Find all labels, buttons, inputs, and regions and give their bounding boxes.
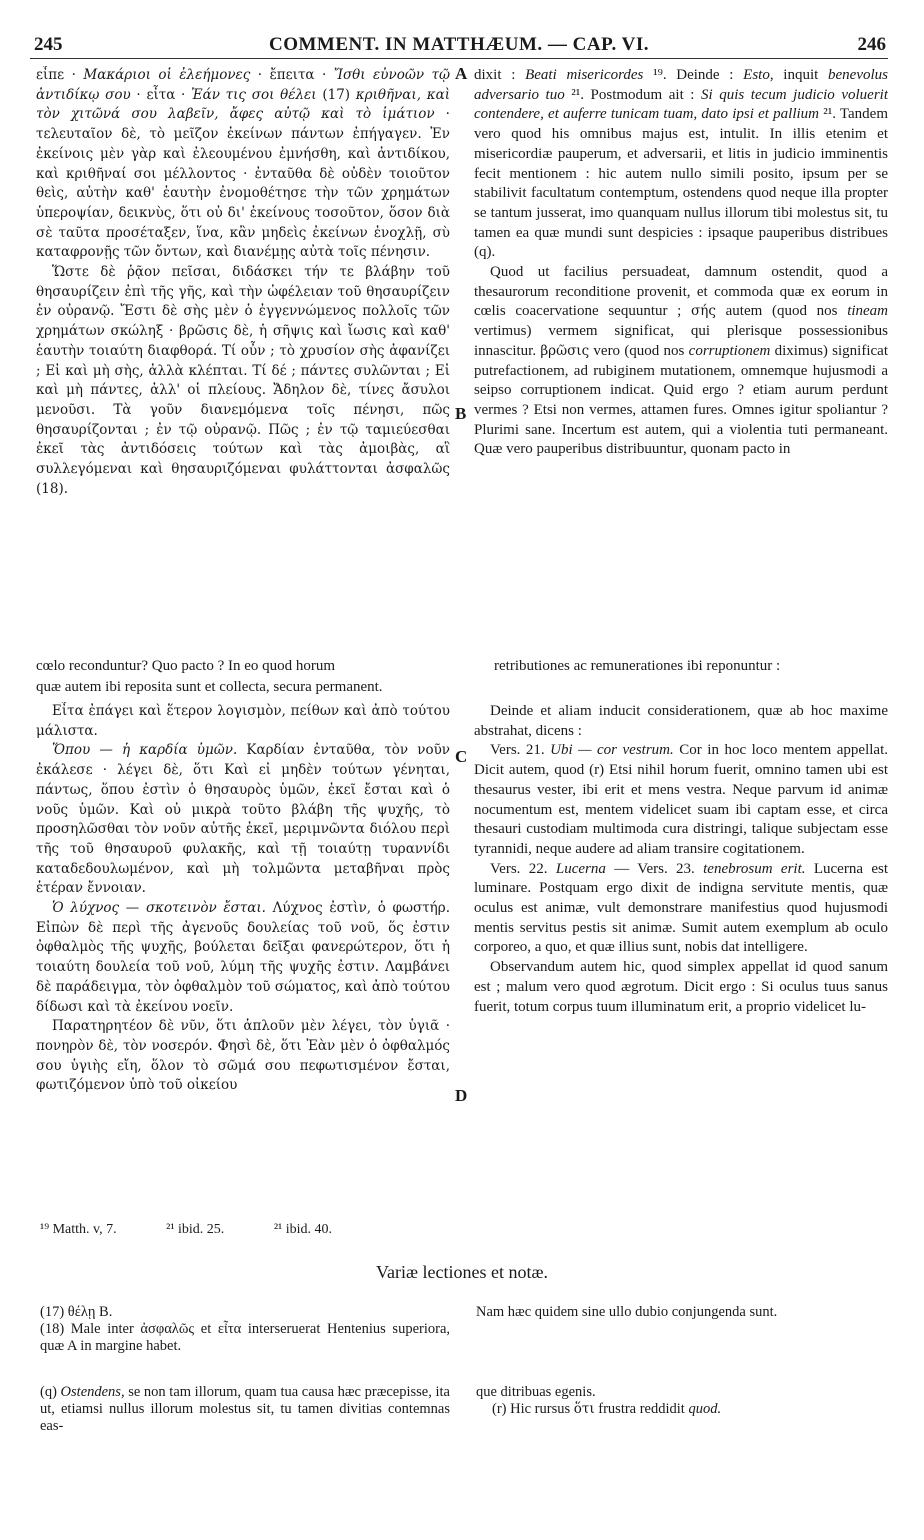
text-span: cœlo reconduntur? Quo pacto ? In eo quod horum (36, 658, 336, 674)
scripture-quote: Ὁ λύχνος — σκοτεινὸν ἔσται. (52, 900, 266, 917)
page-number-right: 246 (857, 34, 886, 55)
text-span: inquit (773, 67, 829, 83)
text-span: Καρδίαν ἐνταῦθα, τὸν νοῦν ἐκάλεσε · λέγει δὲ, ὅτι Καὶ εἰ μηδὲν τούτων γένηται, πάντως, ὅπου ἐστὶν ὁ θησαυρὸς ὑμῶν, ἐκεῖ ἔσται καὶ ὁ νοῦς ὑμῶν. Καὶ οὐ μικρὰ τοῦτο βλάβη τῆς ψυχῆς, τὸ προσηλῶσθαι τὸν νοῦν αὐτῆς ἐκεῖ, μεριμνῶντα διόλου περὶ τῆς τοῦ θησαυροῦ φυλακῆς, καὶ τῇ τοιαύτῃ τυραννίδι καταδεδουλωμένον, καὶ μὴ τολμῶντα μεταβῆναι πρὸς ἑτέραν ἔννοιαν. (36, 742, 450, 897)
text-span: Cor in hoc loco mentem appellat. Dicit autem, quod (r) Etsi nihil horum fuerit, omnino tamen ubi est thesaurus vester, ibi erit et mens vestra. Neque parvum id animæ nocumentum est, mentem videlicet suam ibi captam esse, et circa thesauri custodiam multimoda cura distringi, talique subjectam esse tyrannidi, neque audere ad aliam transire cogitationem. (474, 742, 888, 857)
notes-right-upper (476, 1304, 888, 1321)
latin-column-upper (474, 66, 888, 652)
verse-number: Vers. 21. (490, 742, 551, 759)
text-span: vero (quod nos (589, 342, 689, 359)
verse-number: Vers. 22. (490, 860, 556, 877)
note-18-continued: Nam hæc quidem sine ullo dubio conjungenda sunt. (476, 1304, 778, 1320)
scripture-quote: Ἐάν τις σοι θέλει (191, 86, 317, 103)
scripture-quote: Ἴσθι εὐνοῶν τῷ ἀντιδίκῳ σου (36, 67, 450, 103)
text-span: · ἔπειτα · (250, 67, 334, 83)
greek-paragraph: Ὥστε δὲ ῥᾷον πεῖσαι, διδάσκει τήν τε βλάβην τοῦ θησαυρίζειν ἐπὶ τῆς γῆς, καὶ τὴν ὠφέλειαν τοῦ θησαυρίζειν ἐν οὐρανῷ. Ἔστι δὲ σὴς μὲν ὁ ἐγγεννώμενος πολλοῖς τῶν χρημάτων σκώληξ · βρῶσις δὲ, ἡ σῆψις καὶ ἴωσις καὶ καθ' ἑαυτὴν τοιαύτη διαφθορά. Τί οὖν ; τὸ χρυσίον σὴς ἀφανίζει ; Εἰ καὶ μὴ σὴς, ἀλλὰ κλέπται. Τί δέ ; πάντες συλῶνται ; Εἰ καὶ μὴ πάντες, ἀλλ' οἱ πλείους. Ἄδηλον δὲ, τίνες ἄσυλοι μενοῦσι. Τὰ γοῦν διανεμόμενα τοῖς πένησι, πῶς θησαυρίζονται ; ἐν τῷ οὐρανῷ. Πῶς ; ἐν τῷ ταμιεύεσθαι ἐκεῖ τὰς ἀντιδόσεις τούτων καὶ τὰς ἀμοιβὰς, αἳ συλλεγόμεναι καὶ θησαυριζόμεναι φυλάττονται ἀσφαλῶς (18). (36, 264, 450, 497)
verse-number: — Vers. 23. (605, 860, 704, 877)
section-marker-b: B (455, 404, 467, 423)
scripture-footnotes (40, 1222, 740, 1238)
greek-term: σής (691, 303, 716, 320)
italic-term: Ostendens, (60, 1384, 125, 1400)
note-label: (q) (40, 1384, 61, 1400)
running-header (30, 34, 888, 59)
footnote: ²¹ ibid. 25. (166, 1222, 225, 1237)
text-span: Lucerna est luminare. Postquam ergo dixit de indigna servitute mentis, quæ oculus est animæ, vult demonstrare manifestius quod hujusmodi mentis servitus pestis sit animæ. Sumit autem exemplum ab oculo corporeo, a quo, et quæ illius sunt, nobis dat intelligere. (474, 860, 888, 956)
scripture-quote: Ubi — cor vestrum. (550, 742, 674, 759)
latin-paragraph: Deinde et aliam inducit considerationem, quæ ab hoc maxime abstrahat, dicens : (474, 703, 888, 739)
greek-paragraph: Εἶτα ἐπάγει καὶ ἕτερον λογισμὸν, πείθων καὶ ἀπὸ τούτου μάλιστα. (36, 703, 450, 739)
text-span: vertimus) vermem significat, qui plerisque possessionibus innascitur. (474, 323, 888, 359)
text-span: (r) Hic rursus (492, 1401, 574, 1417)
running-title: COMMENT. IN MATTHÆUM. — CAP. VI. (269, 34, 649, 55)
text-span: ¹⁹. Deinde : (643, 67, 744, 83)
fullwidth-line-1 (36, 656, 888, 676)
note-18: (18) Male inter ἀσφαλῶς et εἶτα interseruerat Hentenius superiora, quæ A in margine habet. (40, 1321, 450, 1354)
section-marker-d: D (455, 1086, 468, 1105)
greek-column-upper (36, 66, 450, 652)
notes-right-lower (476, 1384, 888, 1418)
text-span: · τελευταῖον δὲ, τὸ μεῖζον ἐκείνων πάντων ἐπήγαγεν. Ἐν ἐκείνοις μὲν γὰρ καὶ ἐλεουμένου ἐμνήσθη, καὶ ἀντιδίκου, καὶ κριθῆναί σοι μέλλοντος · ἐνταῦθα δὲ οὐδὲν τοιοῦτον θεὶς, αὐτὴν καθ' ἑαυτὴν ἐνομοθέτησε τὴν τῶν χρημάτων ὑπεροψίαν, δεικνὺς, ὅτι οὐ δι' ἐκείνους τοσοῦτον, ὅσον διὰ σὲ ταῦτα προσέταξεν, ἵνα, κἂν μηδεὶς ἐκείνων ἐνοχλῇ, σὺ καταφρονῇς τῶν ὄντων, καὶ διανέμῃς αὐτὰ τοῖς πένησιν. (36, 106, 450, 261)
scripture-quote: Lucerna (555, 860, 606, 877)
greek-paragraph: Παρατηρητέον δὲ νῦν, ὅτι ἁπλοῦν μὲν λέγει, τὸν ὑγιᾶ · πονηρὸν δὲ, τὸν νοσερόν. Φησὶ δὲ, ὅτι Ἐὰν μὲν ὁ ὀφθαλμός σου ὑγιὴς εἴη, ὅλον τὸ σῶμά σου πεφωτισμένον ἔσται, φωτιζόμενον ὑπὸ τοῦ οἰκείου (36, 1018, 450, 1094)
note-r (476, 1401, 888, 1418)
latin-paragraph (474, 66, 888, 263)
italic-term: corruptionem (688, 342, 771, 359)
section-marker-c: C (455, 747, 468, 766)
greek-column-lower (36, 702, 450, 1212)
greek-term: βρῶσις (540, 342, 590, 359)
page-number-left: 245 (34, 34, 63, 55)
notes-left-upper (40, 1304, 450, 1355)
text-span: se non tam illorum, quam tua causa hæc præcepisse, ita ut, etiamsi nullus illorum molestus sit, tu tamen divitias contemnas eas- (40, 1384, 450, 1434)
text-span: ²¹. Postmodum ait : (564, 86, 702, 103)
scripture-quote: benevolus adversario tuo (474, 67, 888, 103)
italic-term: quod. (688, 1401, 722, 1417)
notes-left-lower (40, 1384, 450, 1435)
text-span: · εἶτα · (130, 86, 192, 103)
section-marker-a: A (455, 64, 468, 83)
note-17: (17) θέλῃ B. (40, 1304, 113, 1320)
latin-paragraph (474, 263, 888, 460)
note-reference: (17) (316, 86, 356, 103)
fullwidth-line-2: quæ autem ibi reposita sunt et collecta, secura permanent. (36, 679, 383, 695)
scripture-quote: tenebrosum erit. (703, 860, 806, 877)
scripture-quote: κριθῆναι, καὶ τὸν χιτῶνά σου λαβεῖν, ἄφες αὐτῷ καὶ τὸ ἱμάτιον (36, 86, 450, 123)
footnote: ¹⁹ Matth. v, 7. (40, 1222, 117, 1237)
text-span: autem (quod nos (715, 303, 848, 320)
greek-paragraph (36, 899, 450, 1017)
text-span: dixit : (474, 67, 526, 83)
text-span: εἶπε · (36, 67, 84, 83)
latin-paragraph (474, 741, 888, 859)
greek-term: ὅτι (573, 1401, 595, 1417)
latin-column-lower (474, 702, 888, 1212)
text-span: ²¹. Tandem vero quod his omnibus majus est, intulit. In illis etenim et misericordiæ pauperum, et adversarii, et litis in judicio imminentis fecit mentionem : hic autem nullo simili posito, ipsum per se stabilivit facultatum contemptum, ostendens quod neque illa propter se tantum jusserat, imo quanquam nullus illorum tibi molestus sit, tu tamen ea quæ mundi sunt despicies : ipsaque pauperibus distribues (q). (474, 106, 888, 261)
greek-paragraph (36, 66, 450, 263)
latin-paragraph: Observandum autem hic, quod simplex appellat id quod sanum est ; malum vero quod ægrotum. Dicit ergo : Si oculus tuus sanus fuerit, totum corpus tuum illuminatum erit, a proprio videlicet lu- (474, 959, 888, 1015)
text-span: Λύχνος ἐστὶν, ὁ φωστήρ. Εἰπὼν δὲ περὶ τῆς ἀγενοῦς δουλείας τοῦ νοῦ, ὅς ἐστιν ὀφθαλμὸς τῆς ψυχῆς, βούλεται δεῖξαι φανερώτερον, ὅτι ἡ τοιαύτη δουλεία τοῦ νοῦ, λύμη τῆς ψυχῆς ἐστιν. Λαμβάνει δὲ παράδειγμα, τὸν ὀφθαλμὸν τοῦ σώματος, καὶ ἀπὸ τούτου δίδωσι καὶ τὰ ἐκείνου νοεῖν. (36, 900, 450, 1015)
text-span: diximus) significat putrefactionem, ad rubiginem mutationem, omnemque hujusmodi a seipso corruptionem indicat. Quid ergo ? etiam aurum perdunt vermes ? Etsi non vermes, attamen fures. Omnes igitur spoliantur ? Plurimi sane. Incertum est autem, qui a violentia tuti permaneant. Quæ vero pauperibus distribuuntur, quonam pacto in (474, 342, 888, 458)
latin-paragraph (474, 860, 888, 959)
variae-lectiones-heading: Variæ lectiones et notæ. (376, 1262, 548, 1282)
text-span: retributiones ac remunerationes ibi reponuntur : (494, 658, 781, 674)
greek-paragraph (36, 741, 450, 899)
scripture-quote: Ὅπου — ἡ καρδία ὑμῶν. (52, 742, 238, 759)
note-q-continued: que ditribuas egenis. (476, 1384, 596, 1400)
scripture-quote: Esto, (743, 67, 774, 83)
text-span: Quod ut facilius persuadeat, damnum ostendit, quod a thesaurorum reconditione provenit, et commoda quæ ex eorum in cœlis coacervatione sequuntur ; (474, 264, 888, 320)
footnote: ²¹ ibid. 40. (273, 1222, 332, 1237)
italic-term: tineam (847, 303, 888, 320)
scripture-quote: Μακάριοι οἱ ἐλεήμονες (83, 67, 251, 83)
scripture-quote: Si quis tecum judicio voluerit contendere, et auferre tunicam tuam, dato ipsi et pallium (474, 86, 888, 123)
text-span: frustra reddidit (594, 1401, 689, 1417)
note-q (40, 1384, 450, 1435)
scripture-quote: Beati misericordes (525, 67, 644, 83)
